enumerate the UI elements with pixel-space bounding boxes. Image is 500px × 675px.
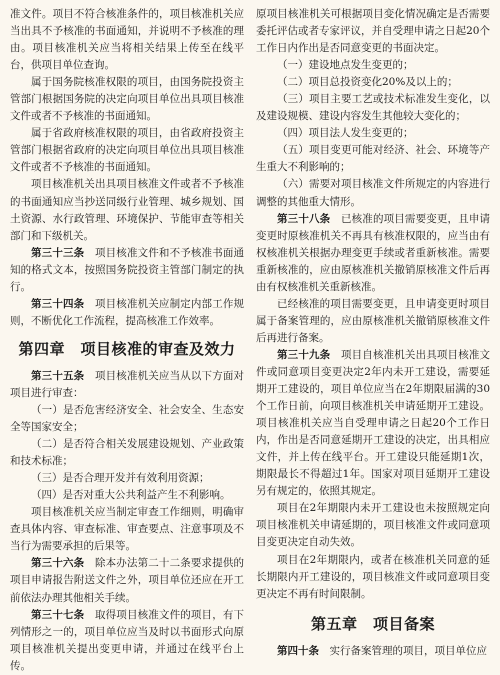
article-number: 第三十三条 — [31, 246, 85, 259]
paragraph — [256, 296, 490, 347]
article-number: 第三十六条 — [31, 557, 85, 570]
paragraph — [10, 504, 244, 555]
article-number: 第三十八条 — [277, 212, 331, 225]
left-column — [10, 6, 245, 672]
paragraph-text: 除本办法第二十二条要求提供的项目申请报告附送文件之外，项目单位还应在开工前依法办理其他相关手续。 — [10, 557, 245, 604]
article-paragraph — [256, 347, 490, 500]
paragraph — [256, 74, 490, 91]
paragraph-text: 属于国务院核准权限的项目，由国务院投资主管部门根据国务院的决定向项目单位出具项目核准文件或者不予核准的书面通知。 — [10, 76, 244, 123]
paragraph — [10, 6, 244, 74]
paragraph-text: 原项目核准机关可根据项目变化情况确定是否需要委托评估或者专家评议，并自受理申请之日起20个工作日内作出是否同意变更的书面决定。 — [256, 8, 490, 55]
paragraph-text: （一）建设地点发生变更的； — [277, 59, 414, 72]
chapter-heading: 第四章 项目核准的审查及效力 — [18, 339, 236, 358]
paragraph-text: （二）是否符合相关发展建设规划、产业政策和技术标准； — [10, 438, 244, 468]
article-paragraph — [10, 296, 244, 330]
paragraph-text: 取得项目核准文件的项目，有下列情形之一的，项目单位应当及时以书面形式向原项目核准机关提出变更申请，并通过在线平台上传。 — [10, 608, 245, 672]
paragraph-text: （三）项目主要工艺或技术标准发生变化，以及建设规模、建设内容发生其他较大变化的； — [256, 93, 490, 123]
paragraph-text: 项目在2年期限内未开工建设也未按照规定向项目核准机关申请延期的，项目核准文件或同意项目变更决定自动失效。 — [256, 502, 490, 549]
paragraph-text: 已核准的项目需要变更，且申请变更时原核准机关不再具有核准权限的，应当由有权核准机关根据办理变更手续或者重新核准。需要重新核准的，应由原核准机关撤销原核准文件后再由有权核准机关重新核准。 — [256, 212, 491, 293]
paragraph-text: （四）项目法人发生变更的； — [277, 127, 414, 140]
paragraph-text: 项目在2年期限内，或者在核准机关同意的延长期限内开工建设的，项目核准文件或同意项目变更决定不再有时间限制。 — [256, 553, 490, 600]
paragraph-text: 项目自核准机关出具项目核准文件或同意项目变更决定2年内未开工建设，需要延期开工建设的，项目单位应当在2年期限届满的30个工作日前，向项目核准机关申请延期开工建设。项目核准机关应当自受理申请之日起20个工作日内，作出是否同意延期开工建设的决定，出具相应文件，并上传在线平台。开工建设只能延期1次，期限最长不得超过1年。国家对项目延期开工建设另有规定的，依照其规定。 — [256, 348, 491, 498]
paragraph-text: 项目核准机关应当制定审查工作细则，明确审查具体内容、审查标准、审查要点、注意事项及不当行为需要承担的后果等。 — [10, 506, 244, 553]
article-number: 第四十条 — [277, 644, 319, 657]
paragraph — [256, 91, 490, 125]
paragraph — [256, 57, 490, 74]
paragraph — [10, 125, 244, 176]
paragraph-text: （三）是否合理开发并有效利用资源； — [31, 472, 210, 485]
paragraph-text: 项目核准机关应当从以下方面对项目进行审查： — [10, 369, 245, 399]
chapter-heading: 第五章 项目备案 — [310, 614, 435, 633]
paragraph — [256, 6, 490, 57]
right-column — [256, 6, 491, 657]
paragraph — [10, 436, 244, 470]
paragraph — [256, 500, 490, 551]
article-number: 第三十九条 — [277, 348, 331, 361]
paragraph — [10, 402, 244, 436]
paragraph-text: 已经核准的项目需要变更，且申请变更时项目属于备案管理的，应由原核准机关撤销原核准文件后再进行备案。 — [256, 297, 490, 344]
paragraph-text: （二）项目总投资变化20%及以上的； — [277, 76, 458, 89]
paragraph — [10, 487, 244, 504]
article-paragraph — [10, 607, 244, 675]
article-paragraph — [256, 643, 490, 660]
article-number: 第三十五条 — [31, 369, 85, 382]
paragraph — [256, 142, 490, 176]
paragraph-text: （一）是否危害经济安全、社会安全、生态安全等国家安全； — [10, 403, 244, 434]
article-number: 第三十七条 — [31, 608, 85, 621]
paragraph-text: 属于省政府核准权限的项目，由省政府投资主管部门根据省政府的决定向项目单位出具项目核准文件或者不予核准的书面通知。 — [10, 127, 244, 174]
article-paragraph — [10, 368, 244, 402]
paragraph-text: （五）项目变更可能对经济、社会、环境等产生重大不利影响的； — [256, 144, 490, 174]
paragraph-text: （四）是否对重大公共利益产生不利影响。 — [31, 489, 231, 502]
paragraph — [10, 176, 244, 244]
paragraph — [256, 552, 490, 603]
paragraph-text: （六）需要对项目核准文件所规定的内容进行调整的其他重大情形。 — [256, 178, 490, 208]
article-paragraph — [10, 245, 244, 296]
paragraph — [10, 470, 244, 487]
paragraph — [10, 74, 244, 125]
article-number: 第三十四条 — [31, 297, 85, 310]
article-paragraph — [10, 555, 244, 606]
paragraph-text: 项目核准机关出具项目核准文件或者不予核准的书面通知应当抄送同级行业管理、城乡规划、国土资源、水行政管理、环境保护、节能审查等相关部门和下级机关。 — [10, 178, 244, 242]
paragraph — [256, 125, 490, 142]
paragraph-text: 准文件。项目不符合核准条件的，项目核准机关应当出具不予核准的书面通知，并说明不予核准的理由。项目核准机关应当将相关结果上传至在线平台，供项目单位查询。 — [10, 8, 244, 72]
article-paragraph — [256, 211, 490, 296]
paragraph — [256, 176, 490, 210]
paragraph-text: 项目核准机关应制定内部工作规则，不断优化工作流程，提高核准工作效率。 — [10, 297, 245, 327]
paragraph-text: 实行备案管理的项目，项目单位应 — [329, 644, 487, 657]
paragraph-text: 项目核准文件和不予核准书面通知的格式文本，按照国务院投资主管部门制定的执行。 — [10, 246, 245, 293]
